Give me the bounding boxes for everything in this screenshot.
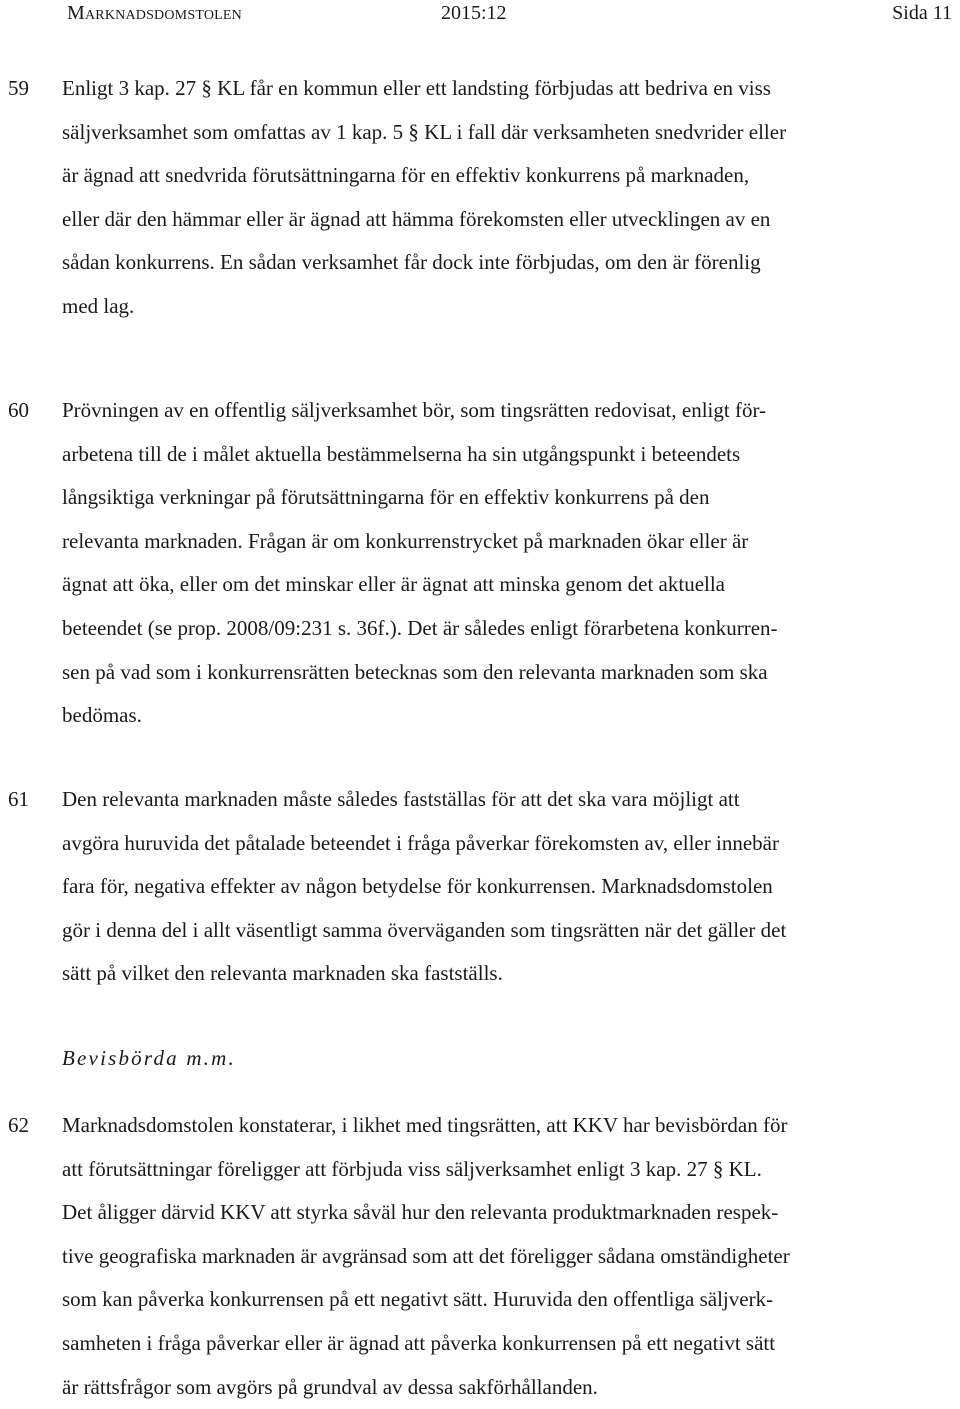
text-line: avgöra huruvida det påtalade beteendet i fråga påverkar förekomsten av, eller innebär xyxy=(62,830,779,855)
text-line: Prövningen av en offentlig säljverksamhet bör, som tingsrätten redovisat, enligt för- xyxy=(62,398,767,422)
text-line: som kan påverka konkurrensen på ett negativt sätt. Huruvida den offentliga säljverk- xyxy=(62,1287,774,1312)
text-line: säljverksamhet som omfattas av 1 kap. 5 § KL i fall där verksamheten snedvrider eller xyxy=(62,119,787,144)
text-line: samheten i fråga påverkar eller är ägnad att påverka konkurrensen på ett negativt sätt xyxy=(62,1330,776,1355)
text-line: fara för, negativa effekter av någon betydelse för konkurrensen. Marknadsdomstolen xyxy=(62,874,773,899)
paragraph-text xyxy=(62,778,947,996)
text-line: att förutsättningar föreligger att förbjuda viss säljverksamhet enligt 3 kap. 27 § KL. xyxy=(62,1156,762,1181)
text-line: gör i denna del i allt väsentligt samma överväganden som tingsrätten när det gäller det xyxy=(62,917,787,942)
case-reference: 2015:12 xyxy=(441,2,507,24)
page-number: Sida 11 xyxy=(892,2,952,24)
text-line: relevanta marknaden. Frågan är om konkurrenstrycket på marknaden ökar eller är xyxy=(62,528,749,553)
paragraph-number: 61 xyxy=(8,787,29,811)
text-line: Marknadsdomstolen konstaterar, i likhet med tingsrätten, att KKV har bevisbördan för xyxy=(62,1113,788,1137)
paragraph-text xyxy=(62,67,947,329)
text-line: arbetena till de i målet aktuella bestämmelserna ha sin utgångspunkt i beteendets xyxy=(62,441,741,466)
text-line: med lag. xyxy=(62,293,135,318)
section-heading: Bevisbörda m.m. xyxy=(62,1046,236,1070)
text-line: Den relevanta marknaden måste således fastställas för att det ska vara möjligt att xyxy=(62,787,740,811)
text-line: beteendet (se prop. 2008/09:231 s. 36f.). Det är således enligt förarbetena konkurren- xyxy=(62,615,778,640)
paragraph-number: 59 xyxy=(8,76,29,100)
paragraph-text xyxy=(62,1104,947,1409)
text-line: sen på vad som i konkurrensrätten betecknas som den relevanta marknaden som ska xyxy=(62,659,768,684)
paragraph-number: 62 xyxy=(8,1113,29,1137)
text-line: sådan konkurrens. En sådan verksamhet får dock inte förbjudas, om den är förenlig xyxy=(62,250,761,275)
text-line: långsiktiga verkningar på förutsättningarna för en effektiv konkurrens på den xyxy=(62,485,710,510)
page-header xyxy=(0,0,960,28)
text-line: är ägnad att snedvrida förutsättningarna för en effektiv konkurrens på marknaden, xyxy=(62,163,750,188)
text-line: ägnat att öka, eller om det minskar eller är ägnat att minska genom det aktuella xyxy=(62,572,726,597)
paragraph-number: 60 xyxy=(8,398,29,422)
paragraph-text xyxy=(62,389,947,738)
text-line: bedömas. xyxy=(62,703,142,728)
text-line: tive geografiska marknaden är avgränsad som att det föreligger sådana omständigheter xyxy=(62,1243,790,1268)
text-line: Enligt 3 kap. 27 § KL får en kommun eller ett landsting förbjudas att bedriva en viss xyxy=(62,76,771,100)
text-line: är rättsfrågor som avgörs på grundval av dessa sakförhållanden. xyxy=(62,1374,598,1399)
text-line: Det åligger därvid KKV att styrka såväl hur den relevanta produktmarknaden respek- xyxy=(62,1200,779,1225)
text-line: sätt på vilket den relevanta marknaden ska fastställs. xyxy=(62,961,503,986)
court-name: Marknadsdomstolen xyxy=(67,2,242,24)
text-line: eller där den hämmar eller är ägnad att hämma förekomsten eller utvecklingen av en xyxy=(62,206,771,231)
